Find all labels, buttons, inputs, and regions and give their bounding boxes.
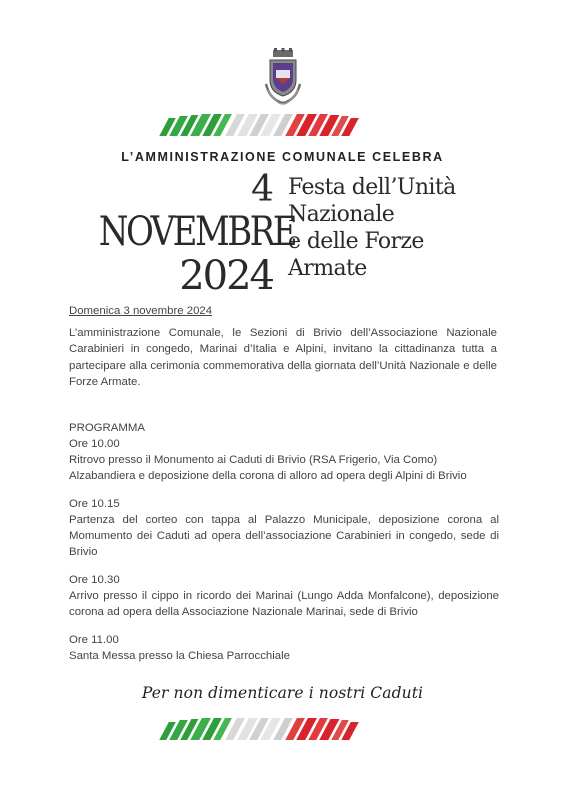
program-description: Alzabandiera e deposizione della corona di alloro ad opera degli Alpini di Brivio	[69, 470, 467, 482]
event-date	[68, 169, 295, 299]
intro-paragraph: L’amministrazione Comunale, le Sezioni di Brivio dell’Associazione Nazionale Carabinieri in congedo, Marinai d’Italia e Alpini, invitano la cittadinanza tutta a partecipare alla cerimonia commemorativa della giornata dell’Unità Nazionale e delle Forze Armate.	[69, 327, 497, 388]
program-time: Ore 10.00	[69, 438, 120, 450]
program-time: Ore 10.30	[69, 574, 120, 586]
date-year: 2024	[179, 253, 273, 299]
date-day: 4	[251, 169, 273, 210]
tricolor-brush-stripe	[158, 716, 408, 742]
tricolor-brush-stripe	[158, 112, 408, 138]
event-title-line: e delle Forze	[288, 229, 424, 254]
footer-motto: Per non dimenticare i nostri Caduti	[141, 684, 424, 702]
program-item	[69, 436, 499, 484]
event-title-line: Festa dell’Unità	[288, 175, 456, 200]
program-description: Arrivo presso il cippo in ricordo dei Marinai (Lungo Adda Monfalcone), deposizione corona ad opera della Associazione Nazionale Marinai, sede di Brivio	[69, 590, 499, 618]
program-time: Ore 11.00	[69, 634, 119, 646]
program-section	[69, 420, 499, 676]
program-heading: PROGRAMMA	[69, 422, 145, 434]
program-time: Ore 10.15	[69, 498, 120, 510]
program-description: Ritrovo presso il Monumento ai Caduti di Brivio (RSA Frigerio, Via Como)	[69, 454, 438, 466]
organizer-heading: L’AMMINISTRAZIONE COMUNALE CELEBRA	[121, 150, 444, 164]
date-month: NOVEMBRE	[98, 209, 295, 255]
ceremony-date: Domenica 3 novembre 2024	[69, 305, 213, 317]
program-description: Partenza del corteo con tappa al Palazzo Municipale, deposizione corona al Momumento dei Caduti ad opera dell’associazione Carabinieri in congedo, sede di Brivio	[69, 514, 499, 558]
coat-of-arms-icon	[262, 48, 304, 108]
intro-section	[69, 303, 497, 390]
program-item	[69, 632, 499, 664]
program-item	[69, 496, 499, 560]
program-description: Santa Messa presso la Chiesa Parrocchiale	[69, 650, 290, 662]
event-title-line: Armate	[288, 256, 367, 281]
program-item	[69, 572, 499, 620]
event-title-line: Nazionale	[288, 202, 395, 227]
event-title	[288, 174, 508, 282]
